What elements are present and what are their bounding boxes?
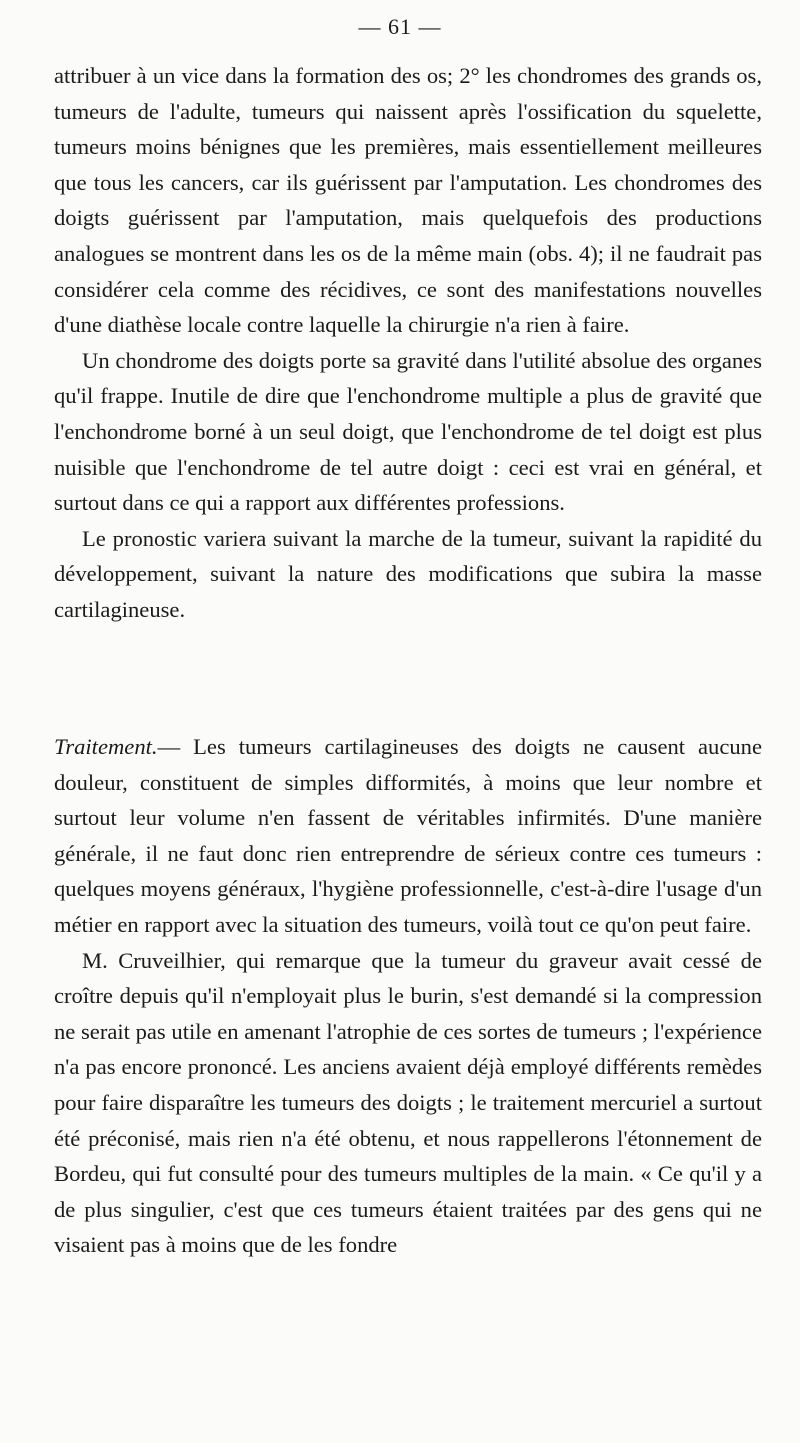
section-heading-traitement: Traitement. xyxy=(54,734,158,759)
paragraph-gravity: Un chondrome des doigts porte sa gravité dans l'utilité absolue des organes qu'il frappe. Inutile de dire que l'enchondrome multiple a plus de gravité que l'enchondrome borné à un seul doigt, que l'enchondrome de tel doigt est plus nuisible que l'enchondrome de tel autre doigt : ceci est vrai en général, et surtout dans ce qui a rapport aux différentes professions. xyxy=(54,347,762,516)
paragraph-prognosis: Le pronostic variera suivant la marche de la tumeur, suivant la rapidité du développement, suivant la nature des modifications que subira la masse cartilagineuse. xyxy=(54,525,762,622)
paragraph-treatment-text: — Les tumeurs cartilagineuses des doigts ne causent aucune douleur, constituent de simples difformités, à moins que leur nombre et surtout leur volume n'en fassent de véritables infirmités. D'une manière générale, il ne faut donc rien entreprendre de sérieux contre ces tumeurs : quelques moyens généraux, l'hygiène professionnelle, c'est-à-dire l'usage d'un métier en rapport avec la situation des tumeurs, voilà tout ce qu'on peut faire. xyxy=(54,734,762,937)
paragraph-treatment xyxy=(54,729,762,943)
page-number: — 61 — xyxy=(358,14,442,39)
text-block-top xyxy=(54,58,762,628)
text-block-treatment xyxy=(54,729,762,1263)
paragraph-diagnosis-continued: attribuer à un vice dans la formation des os; 2° les chondromes des grands os, tumeurs de l'adulte, tumeurs qui naissent après l'ossification du squelette, tumeurs moins bénignes que les premières, mais essentiellement meilleures que tous les cancers, car ils guérissent par l'amputation. Les chondromes des doigts guérissent par l'amputation, mais quelquefois des productions analogues se montrent dans les os de la même main (obs. 4); il ne faudrait pas considérer cela comme des récidives, ce sont des manifestations nouvelles d'une diathèse locale contre laquelle la chirurgie n'a rien à faire. xyxy=(54,63,762,338)
paragraph-cruveilhier: M. Cruveilhier, qui remarque que la tumeur du graveur avait cessé de croître depuis qu'il n'employait plus le burin, s'est demandé si la compression ne serait pas utile en amenant l'atrophie de ces sortes de tumeurs ; l'expérience n'a pas encore prononcé. Les anciens avaient déjà employé différents remèdes pour faire disparaître les tumeurs des doigts ; le traitement mercuriel a surtout été préconisé, mais rien n'a été obtenu, et nous rappellerons l'étonnement de Bordeu, qui fut consulté pour des tumeurs multiples de la main. « Ce qu'il y a de plus singulier, c'est que ces tumeurs étaient traitées par des gens qui ne visaient pas à moins que de les fondre xyxy=(54,947,762,1258)
